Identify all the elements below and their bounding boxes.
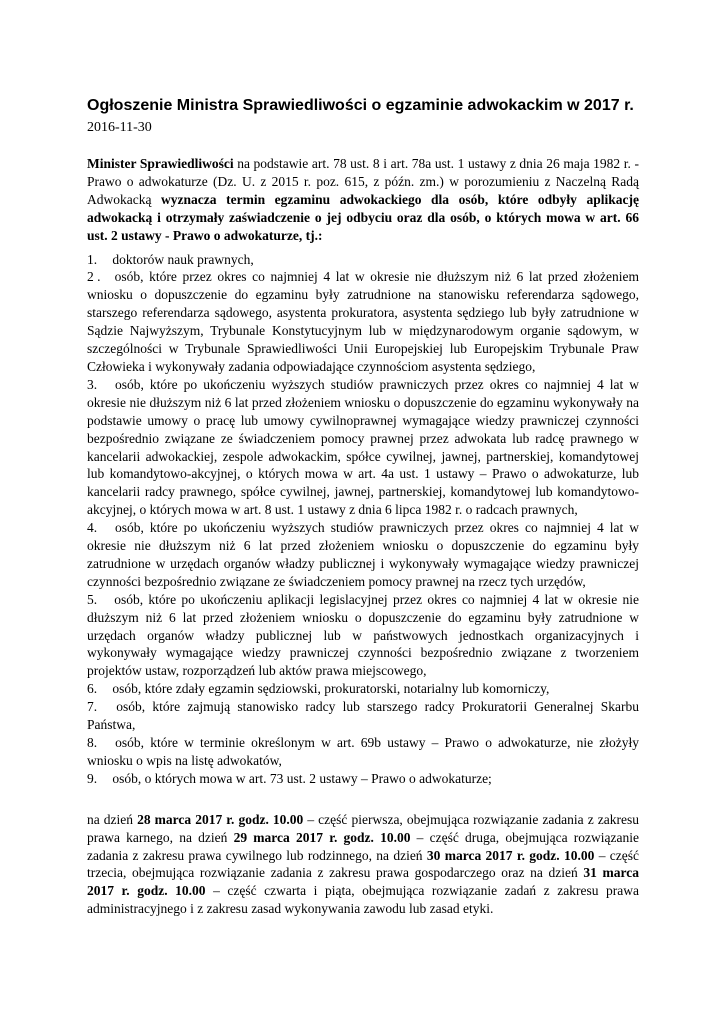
eligible-persons-list (87, 251, 639, 788)
exam-schedule-paragraph (87, 811, 639, 918)
list-item-number: 7. (87, 699, 98, 715)
list-item (87, 680, 639, 698)
list-item-number: 1. (87, 251, 98, 267)
list-item-text: osób, które zdały egzamin sędziowski, prokuratorski, notarialny lub komorniczy, (112, 681, 550, 697)
list-item (87, 268, 639, 375)
schedule-text: – część pierwsza, obejmująca rozwiązanie zadania z zakresu prawa karnego, na dzień (87, 811, 639, 845)
list-item-number: 9. (87, 770, 98, 786)
list-item (87, 591, 639, 681)
list-item-number: 2 . (87, 269, 101, 285)
list-item-number: 3. (87, 376, 98, 392)
list-item (87, 519, 639, 591)
list-item (87, 698, 639, 734)
list-item-text: osób, o których mowa w art. 73 ust. 2 ustawy – Prawo o adwokaturze; (112, 770, 492, 786)
intro-text: na podstawie art. 78 ust. 8 i art. 78a ust. 1 ustawy z dnia 26 maja 1982 r. - Prawo o adwokaturze (Dz. U. z 2015 r. poz. 615, z późn. zm.) w porozumieniu z Naczelną Radą Adwokacką (87, 156, 639, 207)
list-item-text: osób, które przez okres co najmniej 4 lat w okresie nie dłuższym niż 6 lat przed złożeniem wniosku o dopuszczenie do egzaminu były zatrudnione na stanowisku referendarza sądowego, starszego referendarza sądowego, asystenta prokuratora, asystenta sędziego lub były zatrudnione w Sądzie Najwyższym, Trybunale Konstytucyjnym lub w międzynarodowym organie sądowym, w szczególności w Trybunale Sprawiedliwości Unii Europejskiej lub Europejskim Trybunale Praw Człowieka i wykonywały zadania odpowiadające czynnościom asystenta sędziego, (87, 269, 640, 374)
list-item-text: doktorów nauk prawnych, (112, 251, 254, 267)
document-body (87, 155, 639, 918)
publication-date: 2016-11-30 (87, 120, 152, 135)
list-item (87, 376, 639, 519)
list-item (87, 251, 639, 269)
list-item-text: osób, które po ukończeniu wyższych studiów prawniczych przez okres co najmniej 4 lat w okresie nie dłuższym niż 6 lat przed złożeniem wniosku o dopuszczenie do egzaminu były zatrudnione w urzędach organów władzy publicznej i wykonywały wymagające wiedzy prawniczej czynności bezpośrednio związane ze świadczeniem pomocy prawnej na rzecz tych urzędów, (87, 520, 640, 589)
intro-bold-lead: Minister Sprawiedliwości (87, 156, 234, 171)
schedule-text: – część druga, obejmująca rozwiązanie zadania z zakresu prawa cywilnego lub rodzinnego, na dzień (87, 829, 639, 863)
document-page (87, 96, 639, 918)
list-item (87, 734, 639, 770)
schedule-text: – część czwarta i piąta, obejmująca rozwiązanie zadań z zakresu prawa administracyjnego i z zakresu zasad wykonywania zawodu lub zasad etyki. (87, 883, 639, 917)
list-item-text: osób, które po ukończeniu aplikacji legislacyjnej przez okres co najmniej 4 lat w okresie nie dłuższym niż 6 lat przed złożeniem wniosku o dopuszczenie do egzaminu były zatrudnione w urzędach organów władzy publicznej lub w państwowych jednostkach organizacyjnych i wykonywały wymagające wiedzy prawniczej czynności bezpośrednio związane z tworzeniem projektów ustaw, rozporządzeń lub aktów prawa miejscowego, (87, 591, 640, 679)
list-item-text: osób, które w terminie określonym w art. 69b ustawy – Prawo o adwokaturze, nie złożyły wniosku o wpis na listę adwokatów, (87, 735, 640, 768)
schedule-text: – część trzecia, obejmująca rozwiązanie zadania z zakresu prawa gospodarczego oraz na dzień (87, 847, 639, 881)
exam-date-3: 30 marca 2017 r. godz. 10.00 (426, 847, 595, 863)
list-item-number: 8. (87, 735, 98, 750)
list-item-number: 5. (87, 591, 98, 607)
document-title: Ogłoszenie Ministra Sprawiedliwości o egzaminie adwokackim w 2017 r. (87, 97, 634, 114)
exam-date-4: 31 marca 2017 r. godz. 10.00 (87, 865, 639, 899)
list-item (87, 770, 639, 788)
list-item-number: 6. (87, 681, 98, 697)
exam-date-2: 29 marca 2017 r. godz. 10.00 (233, 829, 411, 845)
list-item-number: 4. (87, 520, 98, 536)
intro-paragraph (87, 155, 639, 245)
exam-date-1: 28 marca 2017 r. godz. 10.00 (137, 811, 304, 827)
list-item-text: osób, które po ukończeniu wyższych studiów prawniczych przez okres co najmniej 4 lat w okresie nie dłuższym niż 6 lat przed złożeniem wniosku o dopuszczenie do egzaminu wykonywały na podstawie umowy o pracę lub umowy cywilnoprawnej wymagające wiedzy prawniczej czynności bezpośrednio związane ze świadczeniem pomocy prawnej przez adwokata lub radcę prawnego w kancelarii adwokackiej, zespole adwokackim, spółce cywilnej, jawnej, partnerskiej, komandytowej lub komandytowo-akcyjnej, o których mowa w art. 4a ust. 1 ustawy – Prawo o adwokaturze, lub kancelarii radcy prawnego, spółce cywilnej, jawnej, partnerskiej, komandytowej lub komandytowo-akcyjnej, o których mowa w art. 8 ust. 1 ustawy z dnia 6 lipca 1982 r. o radcach prawnych, (87, 376, 640, 518)
schedule-text: na dzień (87, 811, 138, 827)
list-item-text: osób, które zajmują stanowisko radcy lub starszego radcy Prokuratorii Generalnej Skarbu Państwa, (87, 699, 640, 733)
intro-bold-rest: wyznacza termin egzaminu adwokackiego dla osób, które odbyły aplikację adwokacką i otrzymały zaświadczenie o jej odbyciu oraz dla osób, o których mowa w art. 66 ust. 2 ustawy - Prawo o adwokaturze, tj.: (87, 191, 639, 243)
